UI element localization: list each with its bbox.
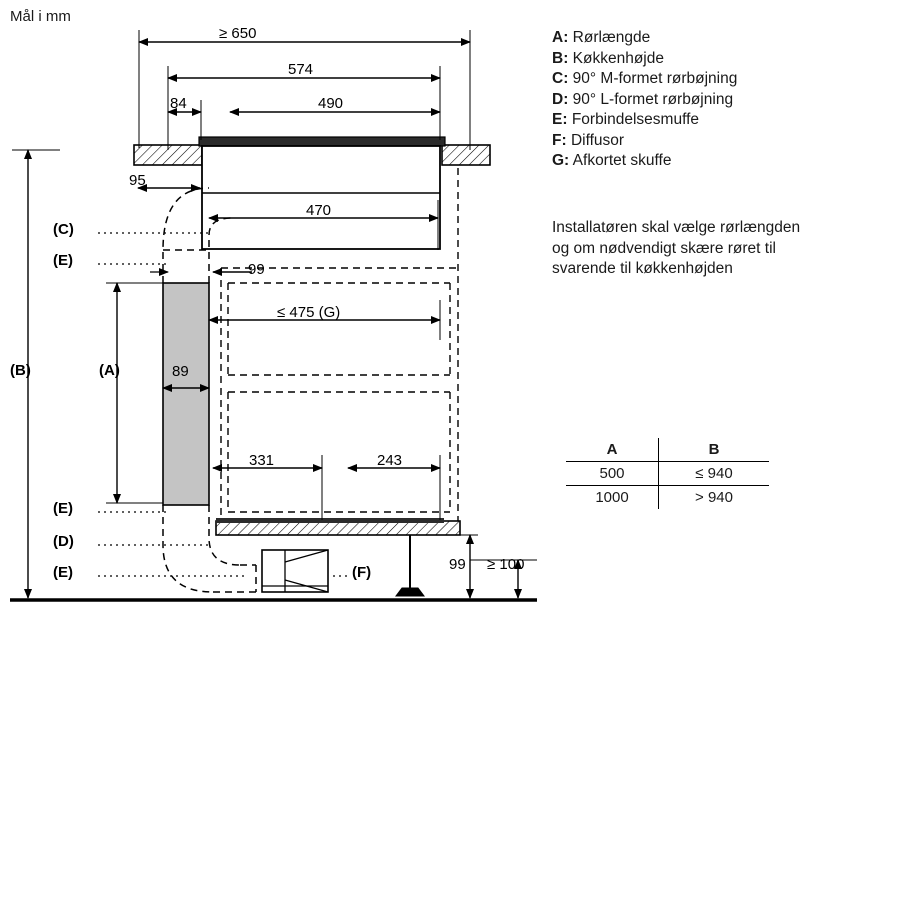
callout-c: (C) bbox=[53, 221, 74, 238]
callout-e-lower: (E) bbox=[53, 564, 73, 581]
table-header-b: B bbox=[659, 438, 770, 462]
legend-key-b: B: bbox=[552, 49, 569, 67]
legend-text-d: 90° L-formet rørbøjning bbox=[572, 90, 734, 108]
legend-item-b bbox=[552, 49, 900, 70]
legend-text-g: Afkortet skuffe bbox=[572, 152, 672, 169]
legend-text-f: Diffusor bbox=[570, 131, 625, 149]
dim-99-bottom: 99 bbox=[449, 556, 466, 573]
dim-84: 84 bbox=[170, 95, 187, 112]
legend-key-d: D: bbox=[552, 90, 569, 108]
callout-a: (A) bbox=[99, 362, 120, 379]
dim-650: ≥ 650 bbox=[219, 25, 257, 42]
legend-text-b: Køkkenhøjde bbox=[572, 49, 664, 67]
table-row bbox=[566, 486, 769, 510]
legend bbox=[552, 28, 900, 172]
table-cell-a-1: 500 bbox=[566, 462, 659, 486]
callout-d: (D) bbox=[53, 533, 74, 550]
legend-key-f: F: bbox=[552, 131, 567, 149]
legend-text-a: Rørlængde bbox=[572, 29, 651, 46]
installation-note-line-3: svarende til køkkenhøjden bbox=[552, 260, 733, 277]
table-row bbox=[566, 462, 769, 486]
dim-470: 470 bbox=[306, 202, 332, 219]
table-cell-b-2: > 940 bbox=[695, 489, 733, 506]
table-header-a: A bbox=[566, 438, 659, 462]
dim-89: 89 bbox=[172, 363, 189, 380]
callout-f: (F) bbox=[352, 564, 372, 581]
legend-item-a bbox=[552, 28, 900, 49]
legend-key-c: C: bbox=[552, 70, 569, 87]
installation-note-line-1: Installatøren skal vælge rørlængden bbox=[552, 219, 801, 236]
spec-table bbox=[566, 438, 769, 509]
legend-item-f bbox=[552, 131, 900, 152]
callout-e-mid: (E) bbox=[53, 500, 73, 517]
dim-331: 331 bbox=[249, 452, 275, 469]
installation-note bbox=[552, 218, 900, 280]
legend-item-c bbox=[552, 69, 900, 90]
installation-note-line-2: og om nødvendigt skære røret til bbox=[552, 239, 776, 257]
table-cell-b-1: ≤ 940 bbox=[659, 462, 770, 486]
dim-574: 574 bbox=[288, 61, 314, 78]
legend-text-e: Forbindelsesmuffe bbox=[571, 111, 700, 128]
dim-243: 243 bbox=[377, 452, 403, 469]
legend-item-e bbox=[552, 110, 900, 131]
callout-e-upper: (E) bbox=[53, 252, 73, 269]
legend-key-g: G: bbox=[552, 152, 570, 169]
dim-475-g: ≤ 475 (G) bbox=[277, 304, 341, 321]
legend-item-g bbox=[552, 151, 900, 172]
dim-100: ≥ 100 bbox=[487, 556, 525, 573]
table-header-row bbox=[566, 438, 769, 462]
dim-490: 490 bbox=[318, 95, 344, 112]
legend-key-a: A: bbox=[552, 29, 569, 46]
legend-key-e: E: bbox=[552, 111, 568, 128]
legend-item-d bbox=[552, 90, 900, 111]
dim-99-mid: 99 bbox=[248, 261, 265, 278]
callout-b: (B) bbox=[10, 362, 31, 379]
legend-text-c: 90° M-formet rørbøjning bbox=[572, 70, 738, 87]
units-note: Mål i mm bbox=[10, 8, 71, 25]
dim-95: 95 bbox=[129, 172, 146, 189]
table-cell-a-2: 1000 bbox=[566, 486, 659, 510]
